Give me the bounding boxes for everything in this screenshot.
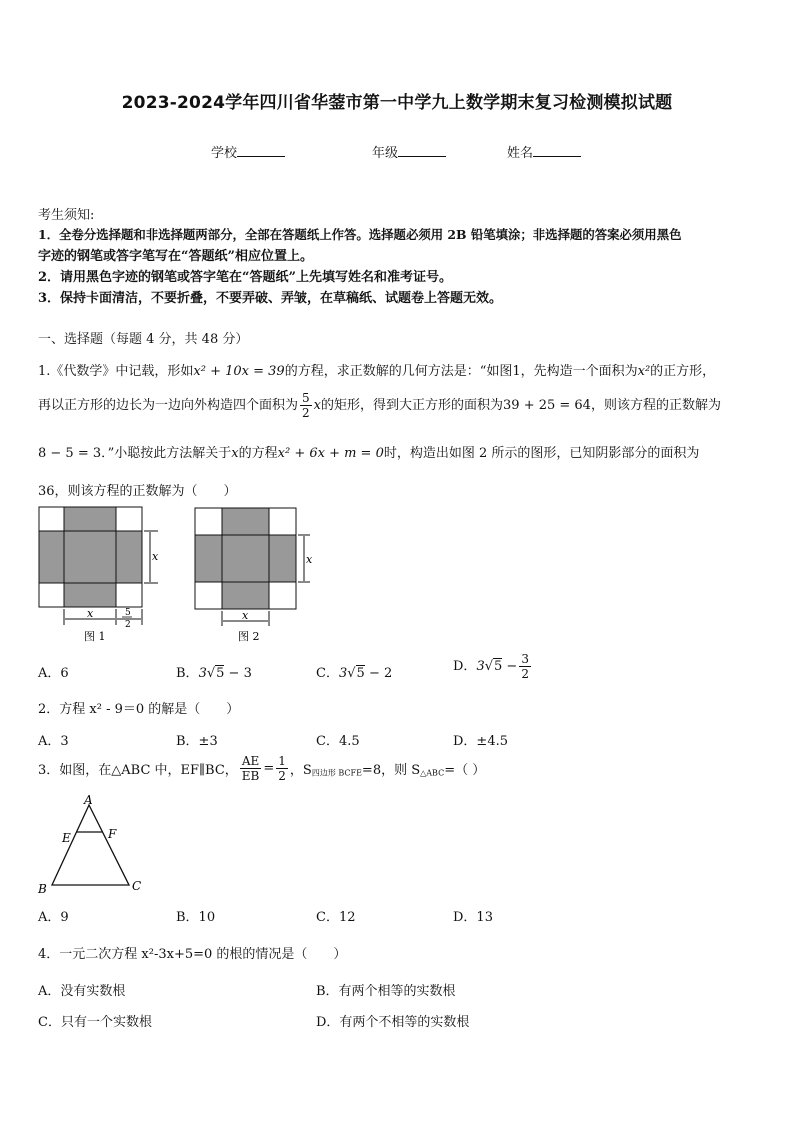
opt-rest: − [502, 659, 518, 674]
q2-option-c[interactable]: C．4.5 [316, 734, 360, 749]
sqrt-icon: √ [484, 659, 494, 674]
q1-option-b[interactable] [176, 662, 252, 681]
q3-fraction [240, 754, 262, 783]
q2-option-b[interactable]: B．±3 [176, 734, 218, 749]
fig2-corner [195, 582, 222, 609]
q3-text: ，S [289, 763, 312, 778]
q3-text: =（ ） [444, 763, 486, 778]
frac-den: EB [241, 769, 260, 783]
fig2-x-label-bottom: x [242, 609, 249, 622]
notice-item-1: 1．全卷分选择题和非选择题两部分，全部在答题纸上作答。选择题必须用 2B 铅笔填涂；非选择题的答案必须用黑色 [38, 227, 682, 242]
figure-2 [192, 506, 322, 646]
q3-stem [38, 754, 485, 783]
opt-coef: 3 [476, 659, 485, 674]
opt-rest: − 3 [224, 666, 252, 681]
fig2-rect-top [222, 508, 269, 535]
q3-half [276, 754, 288, 783]
q1-text: 时，构造出如图 2 所示的图形，已知阴影部分的面积为 [383, 446, 700, 461]
fig2-caption: 图 2 [238, 630, 260, 643]
q4-stem: 4．一元二次方程 x²-3x+5=0 的根的情况是（ ） [38, 947, 347, 962]
q3-option-c[interactable]: C．12 [316, 910, 356, 925]
label-f: F [108, 827, 117, 841]
fig2-rect-left [195, 535, 222, 582]
q3-text: =8，则 S [361, 763, 421, 778]
section-heading: 一、选择题（每题 4 分，共 48 分） [38, 332, 249, 347]
fig1-corner [116, 507, 142, 531]
opt-coef: 3 [338, 666, 348, 681]
q1-line-2 [38, 391, 721, 420]
q4-option-a[interactable]: A．没有实数根 [38, 984, 126, 999]
label-c: C [132, 879, 142, 893]
q1-eq: 39 + 25 = 64 [503, 398, 591, 413]
frac-num: AE [240, 754, 262, 769]
fig2-corner [269, 582, 296, 609]
frac-den: 2 [521, 667, 529, 681]
name-label: 姓名 [507, 146, 534, 161]
q1-fraction [300, 391, 312, 420]
opt-radicand: 5 [356, 666, 365, 681]
notice-item-3: 3．保持卡面清洁，不要折叠，不要弄破、弄皱，在草稿纸、试题卷上答题无效。 [38, 291, 503, 306]
q3-triangle-figure [36, 792, 156, 900]
grade-label: 年级 [372, 146, 399, 161]
q1-eq: x² + 6x + m = 0 [277, 446, 384, 461]
q3-sub: 四边形 BCFE [311, 768, 362, 778]
q4-option-c[interactable]: C．只有一个实数根 [38, 1015, 152, 1030]
fig1-corner [116, 583, 142, 607]
frac-num: 1 [278, 754, 286, 768]
fig1-square [64, 531, 116, 583]
label-e: E [62, 831, 71, 845]
q1-eq: x² + 10x = 39 [193, 364, 285, 379]
sqrt-icon: √ [206, 666, 216, 681]
fig1-x-label-bottom: x [87, 607, 94, 620]
q1-x: x [313, 398, 321, 413]
q1-option-d[interactable] [453, 652, 533, 681]
fig1-rect-bottom [64, 583, 116, 607]
opt-radicand: 5 [216, 666, 225, 681]
opt-rest: − 2 [364, 666, 393, 681]
q3-text: = [263, 761, 275, 776]
q1-option-a[interactable]: A．6 [38, 666, 69, 681]
opt-label: D． [453, 659, 477, 674]
opt-label: B． [176, 666, 199, 681]
q3-option-d[interactable]: D．13 [453, 910, 493, 925]
notice-item-2: 2．请用黑色字迹的钢笔或答字笔在“答题纸”上先填写姓名和准考证号。 [38, 270, 453, 285]
school-label: 学校 [211, 146, 238, 161]
grade-field [372, 142, 446, 161]
q1-line-1 [38, 360, 715, 379]
q1-text: ，则该方程的正数解为 [590, 398, 721, 413]
notice-item-1-cont: 字迹的钢笔或答字笔写在“答题纸”相应位置上。 [38, 249, 313, 264]
fig1-corner [39, 583, 64, 607]
sqrt-icon: √ [347, 666, 356, 681]
name-blank [533, 144, 581, 157]
fig1-rect-left [39, 531, 64, 583]
fig1-rect-top [64, 507, 116, 531]
q2-option-d[interactable]: D．±4.5 [453, 734, 508, 749]
frac-den: 2 [278, 769, 286, 783]
q2-stem: 2．方程 x² - 9＝0 的解是（ ） [38, 702, 240, 717]
opt-radicand: 5 [494, 659, 503, 674]
fig2-x-label: x [306, 553, 313, 566]
page-title: 2023-2024学年四川省华蓥市第一中学九上数学期末复习检测模拟试题 [121, 93, 673, 113]
q1-line-4: 36，则该方程的正数解为（ ） [38, 484, 237, 499]
opt-coef: 3 [198, 666, 207, 681]
fig2-rect-right [269, 535, 296, 582]
fig1-caption: 图 1 [84, 630, 106, 643]
school-blank [237, 144, 285, 157]
q3-sub: △ABC [420, 768, 445, 778]
q1-x: x [231, 446, 239, 461]
q1-x2: x² [637, 364, 651, 379]
fig1-rect-right [116, 531, 142, 583]
q1-text: 的正方形， [650, 364, 716, 379]
fig2-corner [269, 508, 296, 535]
grade-blank [398, 144, 446, 157]
label-b: B [38, 882, 47, 896]
school-field [211, 142, 285, 161]
q3-option-b[interactable]: B．10 [176, 910, 216, 925]
name-field [507, 142, 581, 161]
fig2-corner [195, 508, 222, 535]
fig1-x-label: x [152, 550, 159, 563]
figure-1 [36, 505, 176, 645]
q3-text: 3．如图，在△ABC 中，EF∥BC， [38, 763, 238, 778]
triangle-abc [52, 805, 129, 885]
q1-text: 的方程，求正数解的几何方法是：“如图1，先构造一个面积为 [284, 364, 638, 379]
opt-label: C． [316, 666, 339, 681]
fig2-rect-bottom [222, 582, 269, 609]
fig1-frac-den: 2 [125, 620, 131, 630]
fig1-frac-num: 5 [125, 608, 131, 618]
q3-option-a[interactable]: A．9 [38, 910, 69, 925]
frac-num: 3 [521, 652, 529, 666]
q1-text: 1.《代数学》中记载，形如 [38, 364, 194, 379]
q1-text: 再以正方形的边长为一边向外构造四个面积为 [38, 398, 299, 413]
q1-line-3 [38, 442, 699, 461]
frac-den: 2 [302, 406, 310, 420]
fig1-corner [39, 507, 64, 531]
q1-text: 8 − 5 = 3．”小聪按此方法解关于 [38, 446, 232, 461]
opt-fraction [519, 652, 531, 681]
q1-option-c[interactable] [316, 662, 392, 681]
q1-text: 的矩形，得到大正方形的面积为 [321, 398, 504, 413]
label-a: A [84, 793, 93, 807]
q4-option-d[interactable]: D．有两个不相等的实数根 [316, 1015, 470, 1030]
q1-text: 的方程 [238, 446, 278, 461]
q2-option-a[interactable]: A．3 [38, 734, 69, 749]
q4-option-b[interactable]: B．有两个相等的实数根 [316, 984, 456, 999]
notice-heading: 考生须知: [38, 208, 95, 223]
frac-num: 5 [302, 391, 310, 405]
fig2-square [222, 535, 269, 582]
